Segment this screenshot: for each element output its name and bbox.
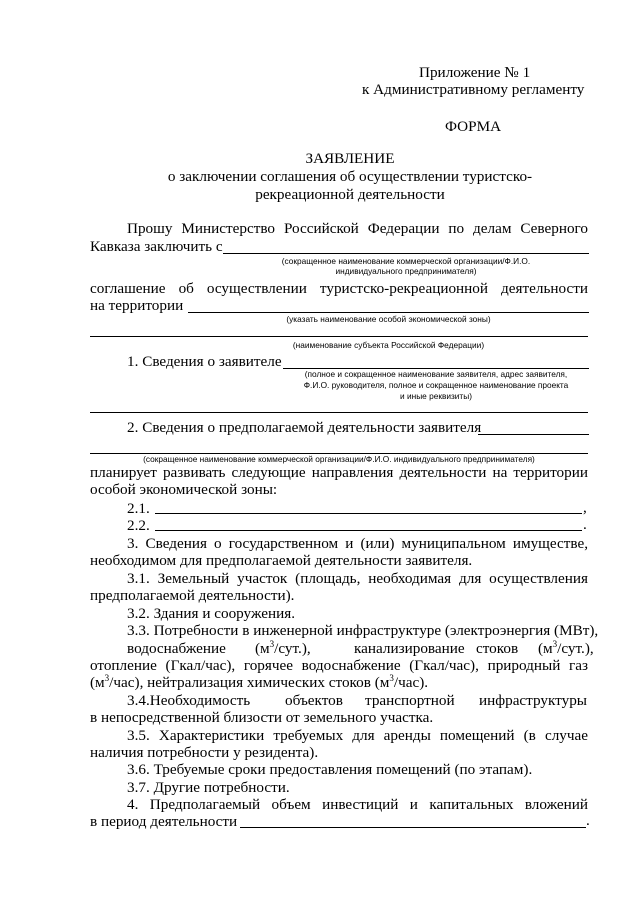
s31-line1: 3.1. Земельный участок (площадь, необходимая для осуществления xyxy=(127,570,588,587)
s35-line2: наличия потребности у резидента). xyxy=(90,744,319,761)
s33-sewage-unit: $(м^3/сут.)$, xyxy=(538,638,594,657)
appendix-label: Приложение № 1 xyxy=(419,64,531,81)
item-2-2-field[interactable] xyxy=(155,530,582,531)
request-line3: соглашение об осуществлении туристско-рекреационной деятельности xyxy=(90,280,588,297)
activity-field[interactable] xyxy=(478,434,589,435)
item-2-1-number: 2.1. xyxy=(127,500,150,517)
item-2-1-end: , xyxy=(583,499,587,516)
investment-period-field[interactable] xyxy=(240,827,586,828)
s34-line2: в непосредственной близости от земельного участка. xyxy=(90,709,434,726)
applicant-hint2: Ф.И.О. руководителя, полное и сокращенное наименование проекта xyxy=(303,380,569,390)
item-2-2-end: . xyxy=(583,516,587,533)
document-subtitle-line1: о заключении соглашения об осуществлении туристско- xyxy=(167,168,533,185)
section1-label: 1. Сведения о заявителе xyxy=(127,353,282,370)
territory-field[interactable] xyxy=(188,312,589,313)
section4-end: . xyxy=(586,812,590,829)
regulation-reference: к Административному регламенту xyxy=(362,81,585,98)
s33-word-effluents: стоков xyxy=(476,640,519,657)
plan-line2: особой экономической зоны: xyxy=(90,481,278,498)
s33-water-unit: $(м^3/сут.)$, xyxy=(255,638,311,657)
zone-hint: (указать наименование особой экономической зоны) xyxy=(286,314,491,324)
section4-line1: 4. Предполагаемый объем инвестиций и капитальных вложений xyxy=(127,796,588,813)
plan-line1: планирует развивать следующие направления деятельности на территории xyxy=(90,464,588,481)
s34-word3: транспортной xyxy=(365,692,455,709)
s36: 3.6. Требуемые сроки предоставления помещений (по этапам). xyxy=(127,761,533,778)
org-name-hint1: (сокращенное наименование коммерческой организации/Ф.И.О. xyxy=(281,256,531,266)
s33-line1: 3.3. Потребности в инженерной инфраструктуре (электроэнергия (МВт), xyxy=(127,622,599,639)
applicant-field-continued[interactable] xyxy=(90,412,588,413)
section3-line2: необходимом для предполагаемой деятельности заявителя. xyxy=(90,552,473,569)
section4-line2: в период деятельности xyxy=(90,813,238,830)
s34-word2: объектов xyxy=(285,692,343,709)
applicant-hint1: (полное и сокращенное наименование заявителя, адрес заявителя, xyxy=(304,369,568,379)
s33-line3: отопление (Гкал/час), горячее водоснабжение (Гкал/час), природный газ xyxy=(90,657,588,674)
item-2-1-field[interactable] xyxy=(155,513,582,514)
subject-hint: (наименование субъекта Российской Федерации) xyxy=(292,340,485,350)
request-line1: Прошу Министерство Российской Федерации по делам Северного xyxy=(127,220,588,237)
s34-word4: инфраструктуры xyxy=(479,692,587,709)
form-label: ФОРМА xyxy=(445,118,502,135)
section3-line1: 3. Сведения о государственном и (или) муниципальном имуществе, xyxy=(127,535,588,552)
applicant-hint3: и иные реквизиты) xyxy=(400,391,472,401)
document-subtitle-line2: рекреационной деятельности xyxy=(255,186,445,203)
org-name-field[interactable] xyxy=(223,253,589,254)
request-line4: на территории xyxy=(90,297,184,314)
org-name-hint2: индивидуального предпринимателя) xyxy=(335,266,477,276)
activity-org-hint: (сокращенное наименование коммерческой организации/Ф.И.О. индивидуального предпринимателя) xyxy=(143,454,535,464)
s31-line2: предполагаемой деятельности). xyxy=(90,587,295,604)
subject-field[interactable] xyxy=(90,336,588,337)
s35-line1: 3.5. Характеристики требуемых для аренды помещений (в случае xyxy=(127,727,588,744)
s33-word-water: водоснабжение xyxy=(127,640,226,657)
s33-line4: $(м^3/час)$, нейтрализация химических стоков $(м^3/час)$. xyxy=(90,672,429,691)
document-title: ЗАЯВЛЕНИЕ xyxy=(305,150,395,167)
s33-word-sewage: канализирование xyxy=(354,640,465,657)
request-line2: Кавказа заключить с xyxy=(90,238,223,255)
s34-word1: 3.4.Необходимость xyxy=(127,692,251,709)
item-2-2-number: 2.2. xyxy=(127,517,150,534)
s32: 3.2. Здания и сооружения. xyxy=(127,605,296,622)
s37: 3.7. Другие потребности. xyxy=(127,779,290,796)
section2-label: 2. Сведения о предполагаемой деятельности заявителя xyxy=(127,419,482,436)
